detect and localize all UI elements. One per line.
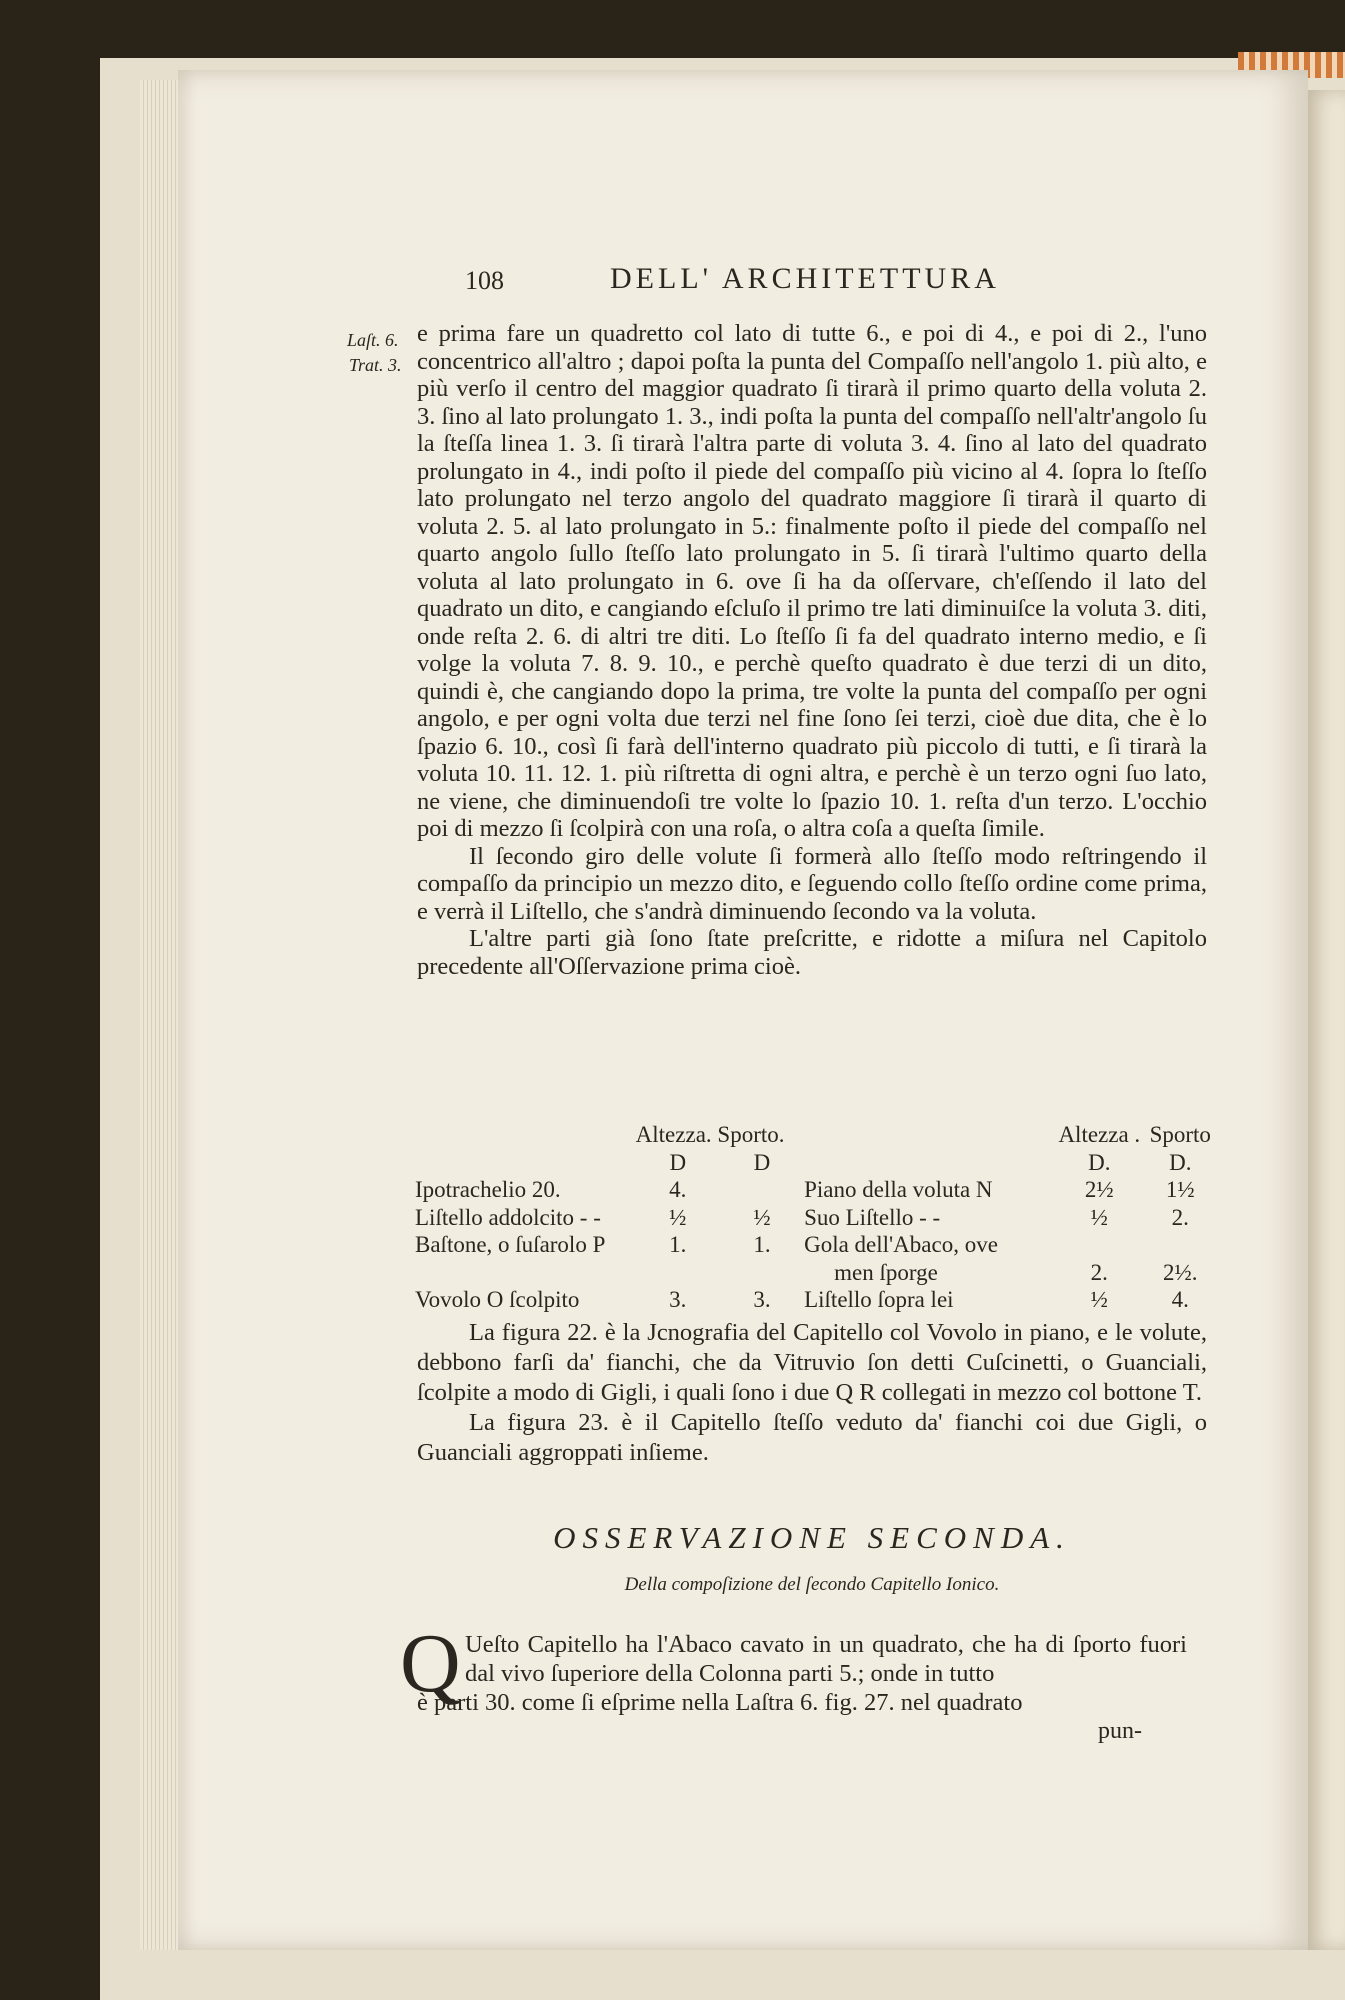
body-text [417, 320, 1207, 980]
section-text-opening: Ueſto Capitello ha l'Abaco cavato in un quadrato, che ha di ſporto fuori dal vivo ſuperiore della Colonna parti 5.; onde in tutto [465, 1631, 1187, 1687]
figure-description [417, 1318, 1207, 1468]
section-text: è parti 30. come ſi eſprime nella Laſtra 6. fig. 27. nel quadrato [417, 1689, 1023, 1716]
unit-label: D. [1169, 1149, 1192, 1175]
facing-page-edge [1305, 90, 1345, 1950]
table-row: men ſporge 2. 2½. [834, 1259, 1198, 1285]
table-row: Vovolo O ſcolpito 3. 3. Liſtello ſopra lei ½ 4. [415, 1287, 1189, 1312]
page-header [420, 262, 1070, 302]
table-row: Ipotrachelio 20. 4. Piano della voluta N 2½ 1½ [415, 1177, 1195, 1202]
table-row: Liſtello addolcito - - ½ ½ Suo Liſtello - - ½ 2. [415, 1204, 1189, 1230]
unit-label: D [669, 1149, 687, 1175]
section-subtitle: Della compoſizione del ſecondo Capitello Ionico. [624, 1574, 1000, 1595]
section-title: OSSERVAZIONE SECONDA. [553, 1520, 1071, 1555]
unit-label: D [753, 1149, 771, 1175]
table-row: Baſtone, o ſuſarolo P 1. 1. Gola dell'Abaco, ove [415, 1232, 998, 1257]
catchword: pun- [1098, 1718, 1142, 1744]
column-header: Sporto [1149, 1122, 1211, 1147]
column-header: Altezza. Sporto. [635, 1122, 785, 1147]
table-unit-row [415, 1150, 1215, 1178]
table-header-row [415, 1122, 1215, 1150]
paragraph: Il ſecondo giro delle volute ſi formerà allo ſteſſo modo reſtringendo il compaſſo da principio un mezzo dito, e ſeguendo collo ſteſſo ordine come prima, e verrà il Liſtello, che s'andrà diminuendo ſecondo va la voluta. [417, 842, 1207, 925]
column-header: Altezza . [1058, 1122, 1141, 1147]
paragraph: La figura 23. è il Capitello ſteſſo veduto da' fianchi coi due Gigli, o Guanciali aggroppati inſieme. [417, 1409, 1207, 1466]
margin-note-plate: Laſt. 6. [347, 330, 399, 350]
measurement-table [415, 1122, 1215, 1315]
unit-label: D. [1088, 1149, 1111, 1175]
margin-note-treatise: Trat. 3. [349, 355, 402, 375]
paragraph: L'altre parti già ſono ſtate preſcritte, e ridotte a miſura nel Capitolo precedente all'Oſſervazione prima cioè. [417, 925, 1207, 980]
paragraph: La figura 22. è la Jcnografia del Capitello col Vovolo in piano, e le volute, debbono farſi da' fianchi, che da Vitruvio ſon detti Cuſcinetti, o Guanciali, ſcolpite a modo di Gigli, i quali ſono i due Q R collegati in mezzo col bottone T. [417, 1319, 1207, 1406]
page-number: 108 [465, 266, 504, 295]
drop-cap: Q [400, 1617, 461, 1710]
running-head: DELL' ARCHITETTURA [610, 262, 1000, 295]
page-edges [140, 80, 180, 1950]
paragraph: e prima fare un quadretto col lato di tutte 6., e poi di 4., e poi di 2., l'uno concentrico all'altro ; dapoi poſta la punta del Compaſſo nell'angolo 1. più alto, e più verſo il centro del maggior quadrato ſi tirarà il primo quarto della voluta 2. 3. ſino al lato prolungato 1. 3., indi poſta la punta del compaſſo nell'altr'angolo ſu la ſteſſa linea 1. 3. ſi tirarà l'altra parte di voluta 3. 4. ſino al lato del quadrato prolungato in 4., indi poſto il piede del compaſſo più vicino al 4. ſopra lo ſteſſo lato prolungato nel terzo angolo del quadrato maggiore ſi tirarà il quarto di voluta 2. 5. al lato prolungato in 5.: finalmente poſto il piede del compaſſo nel quarto angolo ſullo ſteſſo lato prolungato in 5. ſi tirarà l'ultimo quarto della voluta al lato prolungato in 6. ove ſi ha da oſſervare, ch'eſſendo il lato del quadrato un dito, e cangiando eſcluſo il primo tre lati diminuiſce la voluta 3. diti, onde reſta 2. 6. di altri tre diti. Lo ſteſſo ſi fa del quadrato interno medio, e ſi volge la voluta 7. 8. 9. 10., e perchè queſto quadrato è due terzi di un dito, quindi è, che cangiando dopo la prima, tre volte la punta del compaſſo per ogni angolo, e per ogni volta due terzi nel fine ſono ſei terzi, cioè due dita, che è lo ſpazio 6. 10., così ſi farà dell'interno quadrato più piccolo di tutti, e ſi tirarà la voluta 10. 11. 12. 1. più riſtretta di ogni altra, e perchè è un terzo ogni ſuo lato, ne viene, che diminuendoſi tre volte lo ſpazio 10. 1. reſta d'un terzo. L'occhio poi di mezzo ſi ſcolpirà con una roſa, o altra coſa a queſta ſimile. [417, 320, 1207, 842]
